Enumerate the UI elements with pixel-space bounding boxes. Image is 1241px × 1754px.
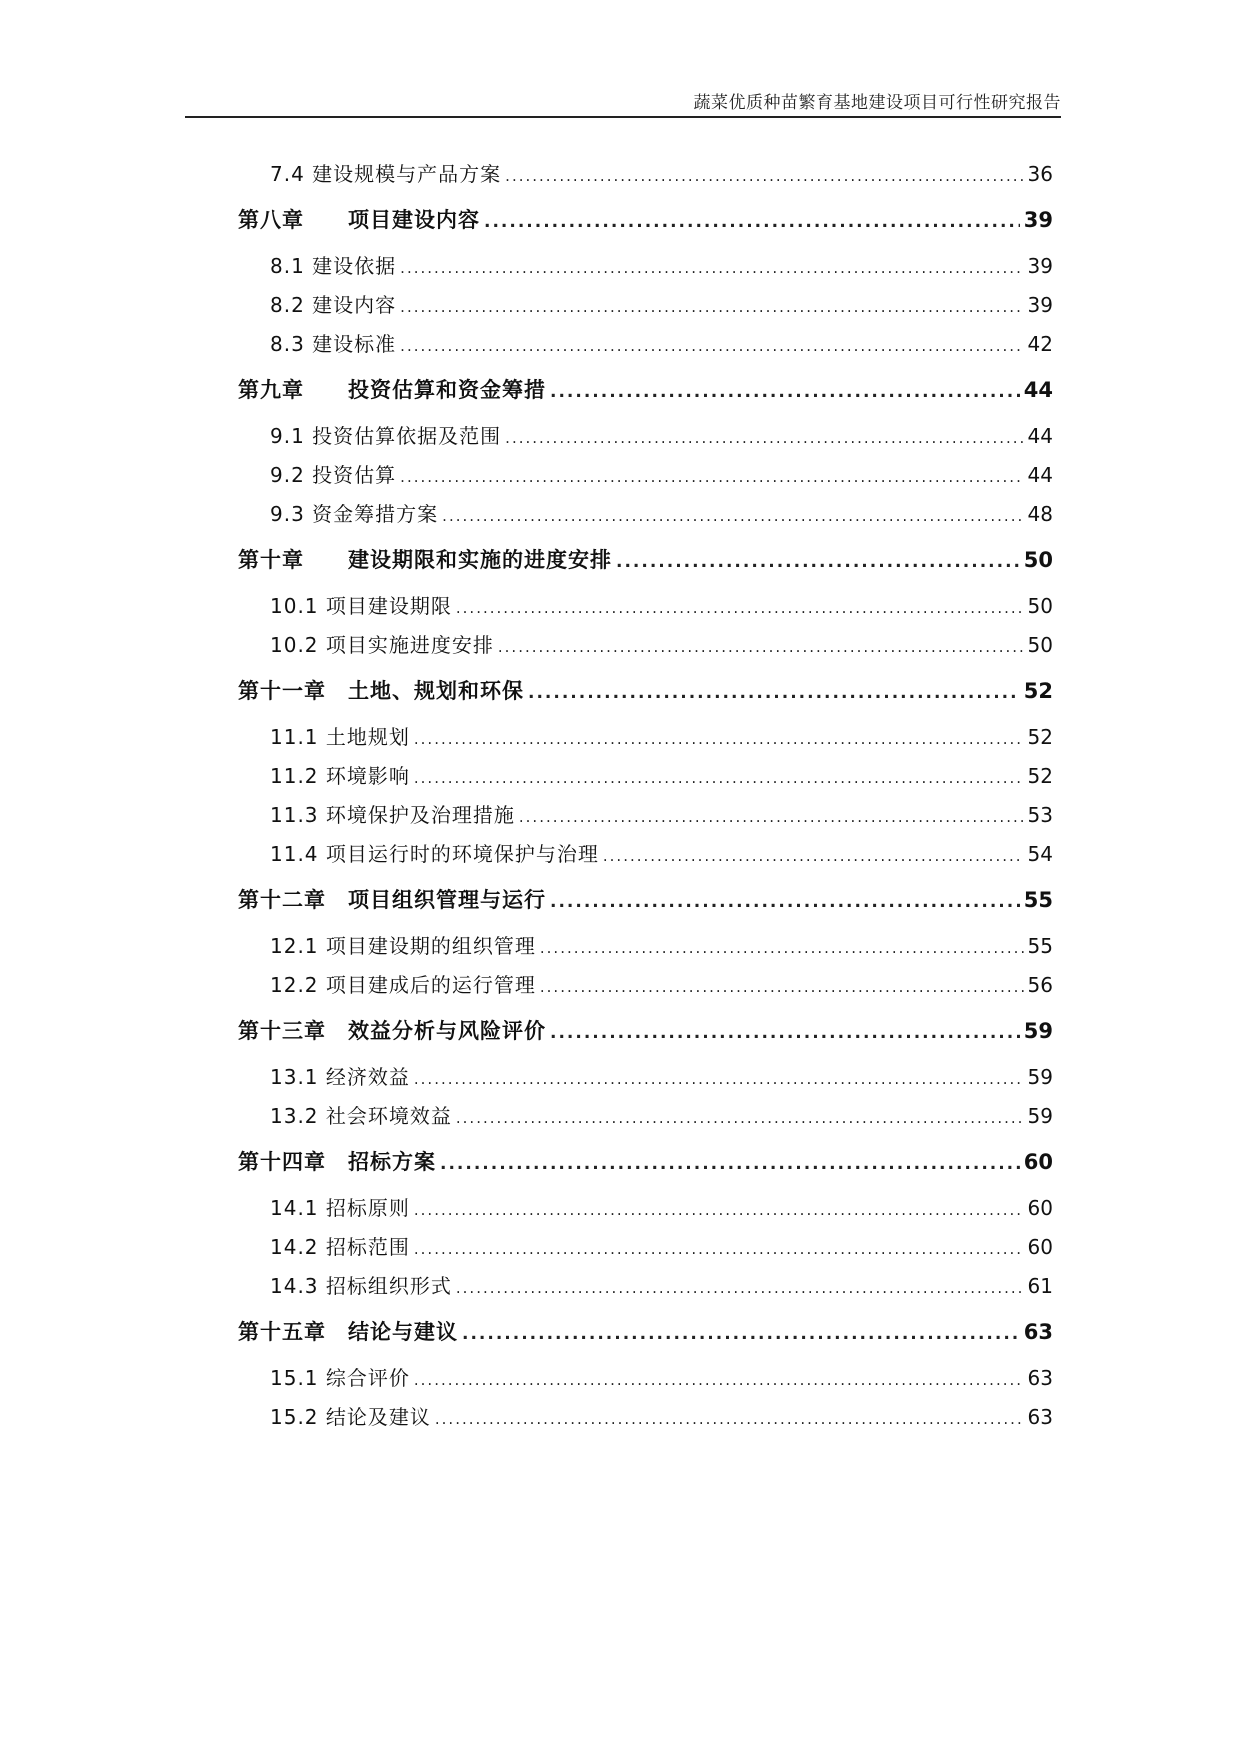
- toc-dot-leader: [505, 419, 1023, 458]
- toc-page-number: 50: [1027, 594, 1053, 618]
- toc-entry-title: 土地、规划和环保: [348, 679, 524, 703]
- toc-entry-title: 环境影响: [325, 764, 410, 788]
- page-header: [185, 84, 1061, 118]
- toc-entry-text: [270, 456, 396, 495]
- toc-entry-title: 结论及建议: [325, 1405, 431, 1429]
- toc-entry-text: [238, 1136, 436, 1189]
- toc-entry-text: [238, 1005, 546, 1058]
- toc-section-entry[interactable]: [238, 1359, 1053, 1398]
- toc-page-number: 52: [1023, 679, 1053, 703]
- toc-entry-text: [270, 1359, 410, 1398]
- toc-entry-text: [270, 835, 599, 874]
- toc-entry-title: 结论与建议: [348, 1320, 458, 1344]
- toc-dot-leader: [484, 196, 1020, 249]
- toc-entry-text: [270, 1398, 431, 1437]
- toc-entry-title: 投资估算和资金筹措: [348, 378, 546, 402]
- toc-page-number: 50: [1027, 633, 1053, 657]
- toc-page-number: 39: [1023, 208, 1053, 232]
- toc-section-entry[interactable]: [238, 155, 1053, 194]
- toc-entry-text: [238, 665, 524, 718]
- toc-section-entry[interactable]: [238, 1097, 1053, 1136]
- toc-entry-text: [270, 247, 396, 286]
- toc-page-number: 54: [1027, 842, 1053, 866]
- toc-dot-leader: [550, 1007, 1020, 1060]
- toc-entry-text: [270, 1189, 410, 1228]
- toc-entry-text: [270, 626, 494, 665]
- toc-entry-text: [270, 1228, 410, 1267]
- toc-section-entry[interactable]: [238, 587, 1053, 626]
- toc-dot-leader: [603, 837, 1024, 876]
- toc-entry-text: [238, 364, 546, 417]
- toc-entry-number: 13.1: [270, 1065, 319, 1089]
- toc-entry-number: 7.4: [270, 162, 305, 186]
- toc-entry-number: 8.1: [270, 254, 305, 278]
- toc-entry-number: 13.2: [270, 1104, 319, 1128]
- toc-section-entry[interactable]: [238, 456, 1053, 495]
- toc-dot-leader: [616, 536, 1020, 589]
- toc-section-entry[interactable]: [238, 286, 1053, 325]
- toc-entry-number: 第十二章: [238, 888, 326, 912]
- toc-entry-title: 投资估算依据及范围: [312, 424, 502, 448]
- toc-section-entry[interactable]: [238, 1189, 1053, 1228]
- toc-entry-number: 第十三章: [238, 1019, 326, 1043]
- toc-entry-text: [270, 757, 410, 796]
- toc-entry-text: [270, 966, 536, 1005]
- toc-entry-number: 第十一章: [238, 679, 326, 703]
- toc-dot-leader: [498, 628, 1024, 667]
- toc-page-number: 39: [1027, 293, 1053, 317]
- toc-page-number: 53: [1027, 803, 1053, 827]
- toc-page-number: 44: [1023, 378, 1053, 402]
- toc-entry-title: 社会环境效益: [325, 1104, 452, 1128]
- toc-page-number: 55: [1023, 888, 1053, 912]
- toc-section-entry[interactable]: [238, 835, 1053, 874]
- toc-page-number: 42: [1027, 332, 1053, 356]
- toc-entry-title: 项目建设期限: [325, 594, 452, 618]
- toc-entry-title: 招标范围: [325, 1235, 410, 1259]
- toc-section-entry[interactable]: [238, 626, 1053, 665]
- toc-chapter-entry[interactable]: [238, 874, 1053, 927]
- toc-entry-text: [270, 417, 501, 456]
- toc-chapter-entry[interactable]: [238, 1306, 1053, 1359]
- toc-entry-title: 资金筹措方案: [312, 502, 439, 526]
- toc-chapter-entry[interactable]: [238, 534, 1053, 587]
- toc-chapter-entry[interactable]: [238, 364, 1053, 417]
- toc-dot-leader: [400, 458, 1023, 497]
- toc-entry-number: 8.3: [270, 332, 305, 356]
- toc-page-number: 59: [1023, 1019, 1053, 1043]
- toc-page-number: 63: [1023, 1320, 1053, 1344]
- toc-section-entry[interactable]: [238, 1058, 1053, 1097]
- toc-dot-leader: [414, 1230, 1024, 1269]
- toc-entry-title: 招标组织形式: [325, 1274, 452, 1298]
- toc-entry-title: 建设内容: [312, 293, 397, 317]
- toc-dot-leader: [540, 968, 1024, 1007]
- toc-section-entry[interactable]: [238, 1228, 1053, 1267]
- toc-entry-title: 项目运行时的环境保护与治理: [325, 842, 599, 866]
- toc-entry-number: 10.1: [270, 594, 319, 618]
- toc-entry-title: 土地规划: [325, 725, 410, 749]
- toc-page-number: 39: [1027, 254, 1053, 278]
- toc-section-entry[interactable]: [238, 966, 1053, 1005]
- toc-dot-leader: [414, 1060, 1024, 1099]
- toc-entry-number: 11.4: [270, 842, 319, 866]
- toc-chapter-entry[interactable]: [238, 665, 1053, 718]
- toc-entry-title: 项目建设内容: [348, 208, 480, 232]
- toc-entry-number: 第十四章: [238, 1150, 326, 1174]
- toc-entry-text: [238, 194, 480, 247]
- toc-dot-leader: [414, 1191, 1024, 1230]
- toc-entry-number: 12.2: [270, 973, 319, 997]
- toc-section-entry[interactable]: [238, 1267, 1053, 1306]
- toc-entry-title: 项目实施进度安排: [325, 633, 494, 657]
- toc-dot-leader: [550, 876, 1020, 929]
- toc-dot-leader: [540, 929, 1024, 968]
- toc-entry-title: 建设依据: [312, 254, 397, 278]
- toc-entry-text: [270, 1097, 452, 1136]
- toc-entry-title: 建设期限和实施的进度安排: [348, 548, 612, 572]
- toc-dot-leader: [462, 1308, 1020, 1361]
- toc-entry-text: [270, 1267, 452, 1306]
- toc-entry-text: [270, 796, 515, 835]
- toc-entry-number: 9.3: [270, 502, 305, 526]
- toc-entry-text: [270, 325, 396, 364]
- toc-dot-leader: [519, 798, 1024, 837]
- toc-dot-leader: [456, 1099, 1024, 1138]
- toc-section-entry[interactable]: [238, 495, 1053, 534]
- toc-entry-title: 效益分析与风险评价: [348, 1019, 546, 1043]
- toc-entry-number: 第十五章: [238, 1320, 326, 1344]
- toc-entry-number: 第八章: [238, 208, 304, 232]
- toc-entry-text: [270, 1058, 410, 1097]
- toc-section-entry[interactable]: [238, 796, 1053, 835]
- document-title: 蔬菜优质种苗繁育基地建设项目可行性研究报告: [693, 93, 1061, 113]
- toc-page-number: 59: [1027, 1104, 1053, 1128]
- toc-entry-number: 10.2: [270, 633, 319, 657]
- toc-page-number: 61: [1027, 1274, 1053, 1298]
- toc-dot-leader: [440, 1138, 1020, 1191]
- toc-page-number: 50: [1023, 548, 1053, 572]
- toc-entry-text: [238, 874, 546, 927]
- toc-entry-number: 9.1: [270, 424, 305, 448]
- toc-page-number: 52: [1027, 764, 1053, 788]
- toc-page-number: 60: [1027, 1196, 1053, 1220]
- toc-chapter-entry[interactable]: [238, 194, 1053, 247]
- toc-section-entry[interactable]: [238, 247, 1053, 286]
- toc-chapter-entry[interactable]: [238, 1005, 1053, 1058]
- toc-entry-text: [238, 1306, 458, 1359]
- toc-entry-number: 8.2: [270, 293, 305, 317]
- toc-entry-number: 14.3: [270, 1274, 319, 1298]
- toc-page-number: 56: [1027, 973, 1053, 997]
- toc-entry-text: [270, 587, 452, 626]
- toc-entry-title: 招标方案: [348, 1150, 436, 1174]
- toc-entry-title: 项目建设期的组织管理: [325, 934, 536, 958]
- toc-dot-leader: [414, 1361, 1024, 1400]
- toc-entry-number: 11.1: [270, 725, 319, 749]
- toc-dot-leader: [435, 1400, 1024, 1439]
- toc-dot-leader: [550, 366, 1020, 419]
- toc-dot-leader: [456, 1269, 1024, 1308]
- toc-page-number: 52: [1027, 725, 1053, 749]
- toc-dot-leader: [528, 667, 1020, 720]
- toc-entry-title: 建设规模与产品方案: [312, 162, 502, 186]
- toc-entry-text: [270, 718, 410, 757]
- toc-dot-leader: [414, 720, 1024, 759]
- toc-page-number: 60: [1023, 1150, 1053, 1174]
- toc-section-entry[interactable]: [238, 757, 1053, 796]
- toc-dot-leader: [505, 157, 1023, 196]
- toc-entry-title: 环境保护及治理措施: [325, 803, 515, 827]
- toc-entry-number: 14.2: [270, 1235, 319, 1259]
- toc-page-number: 60: [1027, 1235, 1053, 1259]
- table-of-contents: [238, 155, 1053, 1437]
- toc-entry-number: 12.1: [270, 934, 319, 958]
- toc-section-entry[interactable]: [238, 417, 1053, 456]
- toc-section-entry[interactable]: [238, 718, 1053, 757]
- toc-entry-number: 15.1: [270, 1366, 319, 1390]
- toc-dot-leader: [400, 249, 1023, 288]
- toc-entry-number: 11.2: [270, 764, 319, 788]
- toc-entry-text: [270, 286, 396, 325]
- toc-page-number: 44: [1027, 463, 1053, 487]
- toc-entry-text: [270, 927, 536, 966]
- toc-entry-title: 投资估算: [312, 463, 397, 487]
- toc-dot-leader: [400, 327, 1023, 366]
- toc-entry-number: 11.3: [270, 803, 319, 827]
- toc-entry-number: 9.2: [270, 463, 305, 487]
- toc-entry-text: [270, 495, 438, 534]
- toc-chapter-entry[interactable]: [238, 1136, 1053, 1189]
- toc-entry-number: 14.1: [270, 1196, 319, 1220]
- toc-section-entry[interactable]: [238, 1398, 1053, 1437]
- toc-page-number: 63: [1027, 1366, 1053, 1390]
- toc-dot-leader: [414, 759, 1024, 798]
- toc-section-entry[interactable]: [238, 325, 1053, 364]
- toc-page-number: 63: [1027, 1405, 1053, 1429]
- toc-page-number: 55: [1027, 934, 1053, 958]
- toc-entry-text: [238, 534, 612, 587]
- toc-dot-leader: [442, 497, 1023, 536]
- toc-entry-title: 建设标准: [312, 332, 397, 356]
- toc-entry-number: 15.2: [270, 1405, 319, 1429]
- toc-page-number: 44: [1027, 424, 1053, 448]
- toc-entry-title: 招标原则: [325, 1196, 410, 1220]
- toc-page-number: 59: [1027, 1065, 1053, 1089]
- toc-entry-title: 项目建成后的运行管理: [325, 973, 536, 997]
- toc-page-number: 36: [1027, 162, 1053, 186]
- toc-entry-title: 综合评价: [325, 1366, 410, 1390]
- toc-section-entry[interactable]: [238, 927, 1053, 966]
- toc-entry-text: [270, 155, 501, 194]
- toc-entry-title: 经济效益: [325, 1065, 410, 1089]
- toc-entry-number: 第十章: [238, 548, 304, 572]
- toc-dot-leader: [456, 589, 1024, 628]
- toc-dot-leader: [400, 288, 1023, 327]
- toc-entry-title: 项目组织管理与运行: [348, 888, 546, 912]
- toc-page-number: 48: [1027, 502, 1053, 526]
- toc-entry-number: 第九章: [238, 378, 304, 402]
